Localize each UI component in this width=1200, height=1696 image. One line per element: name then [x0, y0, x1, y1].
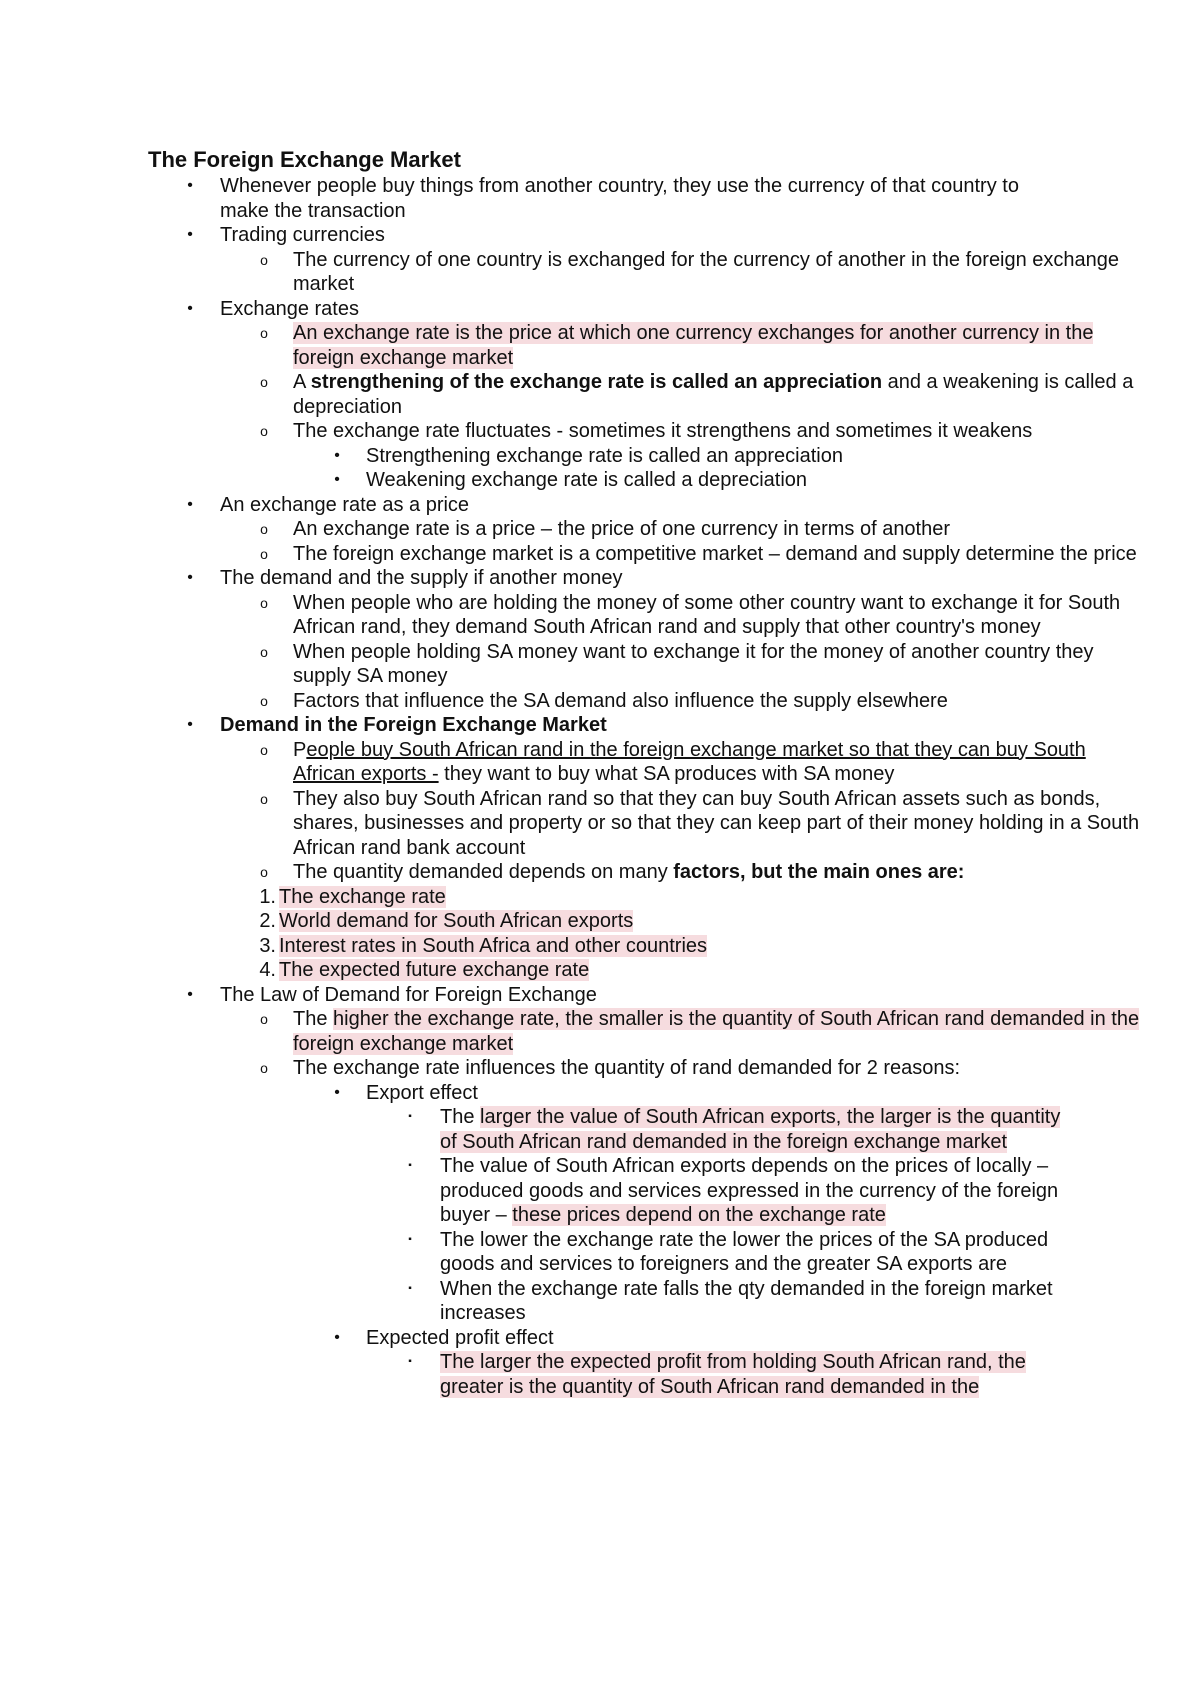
list-item: • Export effect	[0, 1081, 1200, 1106]
list-item	[0, 1350, 1200, 1399]
circle-bullet-icon: o	[260, 790, 268, 807]
highlighted-text: these prices depend on the exchange rate	[512, 1204, 886, 1226]
bullet-icon: •	[334, 471, 340, 488]
list-item: o The currency of one country is exchanged for the currency of another in the foreign exchange market	[0, 248, 1200, 297]
circle-bullet-icon: o	[260, 251, 268, 268]
bullet-icon: •	[187, 716, 193, 733]
list-item	[0, 321, 1200, 370]
circle-bullet-icon: o	[260, 1060, 268, 1076]
list-item: o The exchange rate influences the quantity of rand demanded for 2 reasons:	[0, 1056, 1200, 1081]
circle-bullet-icon: o	[260, 374, 268, 390]
square-bullet-icon: ▪	[408, 1111, 412, 1122]
bullet-icon: •	[334, 446, 340, 464]
bullet-icon: •	[187, 177, 193, 194]
circle-bullet-icon: o	[260, 864, 268, 880]
list-item: • Expected profit effect	[0, 1326, 1200, 1351]
list-item: ▪ The value of South African exports depends on the prices of locally – produced goods and services expressed in the currency of the foreign buyer – these prices depend on the exchange rate	[0, 1154, 1200, 1228]
circle-bullet-icon: o	[260, 594, 268, 611]
highlighted-text: The expected future exchange rate	[279, 959, 590, 981]
list-item: o An exchange rate is a price – the price of one currency in terms of another	[0, 517, 1200, 542]
circle-bullet-icon: o	[260, 643, 268, 660]
bullet-icon: •	[334, 1328, 340, 1346]
list-item: o They also buy South African rand so that they can buy South African assets such as bonds, shares, businesses and property or so that they can keep part of their money holding in a South African rand bank account	[0, 787, 1200, 861]
list-item: o A strengthening of the exchange rate is called an appreciation and a weakening is called a depreciation	[0, 370, 1200, 419]
square-bullet-icon: ▪	[408, 1282, 412, 1294]
square-bullet-icon: ▪	[408, 1233, 412, 1245]
circle-bullet-icon: o	[260, 521, 268, 537]
item-number: 3.	[259, 934, 276, 957]
highlighted-text: The exchange rate	[279, 885, 446, 908]
list-item: o When people who are holding the money of some other country want to exchange it for South African rand, they demand South African rand and supply that other country's money	[0, 591, 1200, 640]
highlighted-text: World demand for South African exports	[279, 910, 634, 932]
list-item: • Trading currencies	[0, 223, 1200, 248]
numbered-item	[0, 909, 1200, 934]
list-item: • Whenever people buy things from another country, they use the currency of that country to make the transaction	[0, 174, 1200, 223]
list-item: ▪ When the exchange rate falls the qty demanded in the foreign market increases	[0, 1277, 1200, 1326]
bullet-icon: •	[187, 569, 193, 586]
circle-bullet-icon: o	[260, 423, 268, 439]
list-item: o When people holding SA money want to exchange it for the money of another country they supply SA money	[0, 640, 1200, 689]
highlighted-text: The larger the expected profit from holding South African rand, the greater is the quantity of South African rand demanded in the	[440, 1351, 1026, 1398]
highlighted-text: higher the exchange rate, the smaller is the quantity of South African rand demanded in the foreign exchange market	[293, 1008, 1140, 1055]
list-item: o People buy South African rand in the foreign exchange market so that they can buy South African exports - they want to buy what SA produces with SA money	[0, 738, 1200, 787]
square-bullet-icon: ▪	[408, 1160, 412, 1171]
list-item: o Factors that influence the SA demand also influence the supply elsewhere	[0, 689, 1200, 714]
item-number: 2.	[259, 910, 276, 932]
list-item: • Weakening exchange rate is called a depreciation	[0, 468, 1200, 493]
bullet-icon: •	[187, 985, 193, 1003]
item-number: 4.	[259, 959, 276, 981]
highlighted-text: larger the value of South African exports, the larger is the quantity of South African rand demanded in the foreign exchange market	[440, 1106, 1061, 1153]
list-item	[0, 713, 1200, 738]
bullet-list	[0, 174, 1200, 1399]
bullet-icon: •	[187, 226, 193, 243]
circle-bullet-icon: o	[260, 545, 268, 562]
list-item: • An exchange rate as a price	[0, 493, 1200, 518]
list-item: o The foreign exchange market is a competitive market – demand and supply determine the price	[0, 542, 1200, 567]
list-item: o The exchange rate fluctuates - sometimes it strengthens and sometimes it weakens	[0, 419, 1200, 444]
numbered-item	[0, 885, 1200, 910]
list-item: o The quantity demanded depends on many factors, but the main ones are:	[0, 860, 1200, 885]
bullet-icon: •	[334, 1083, 340, 1101]
underlined-text: eople buy South African rand in the foreign exchange market so that they can buy South African exports -	[293, 738, 1086, 785]
bullet-icon: •	[187, 495, 193, 513]
list-item: ▪ The lower the exchange rate the lower the prices of the SA produced goods and services to foreigners and the greater SA exports are	[0, 1228, 1200, 1277]
section-heading: Demand in the Foreign Exchange Market	[220, 714, 607, 736]
circle-bullet-icon: o	[260, 1011, 268, 1027]
list-item: o The higher the exchange rate, the smaller is the quantity of South African rand demanded in the foreign exchange market	[0, 1007, 1200, 1056]
highlighted-text: Interest rates in South Africa and other countries	[279, 934, 708, 957]
document-title: The Foreign Exchange Market	[148, 147, 461, 172]
circle-bullet-icon: o	[260, 741, 268, 758]
circle-bullet-icon: o	[260, 325, 268, 341]
list-item: • Exchange rates	[0, 297, 1200, 322]
circle-bullet-icon: o	[260, 692, 268, 709]
numbered-item	[0, 934, 1200, 959]
list-item: • The Law of Demand for Foreign Exchange	[0, 983, 1200, 1008]
item-number: 1.	[259, 885, 276, 908]
bold-text: factors, but the main ones are:	[673, 861, 965, 883]
square-bullet-icon: ▪	[408, 1356, 412, 1367]
highlighted-text: An exchange rate is the price at which one currency exchanges for another currency in the foreign exchange market	[293, 322, 1094, 369]
numbered-item	[0, 958, 1200, 983]
list-item: ▪ The larger the value of South African exports, the larger is the quantity of South African rand demanded in the foreign exchange market	[0, 1105, 1200, 1154]
list-item: • The demand and the supply if another money	[0, 566, 1200, 591]
bullet-icon: •	[187, 299, 193, 317]
list-item: • Strengthening exchange rate is called an appreciation	[0, 444, 1200, 469]
bold-text: strengthening of the exchange rate is called an appreciation	[310, 371, 883, 393]
